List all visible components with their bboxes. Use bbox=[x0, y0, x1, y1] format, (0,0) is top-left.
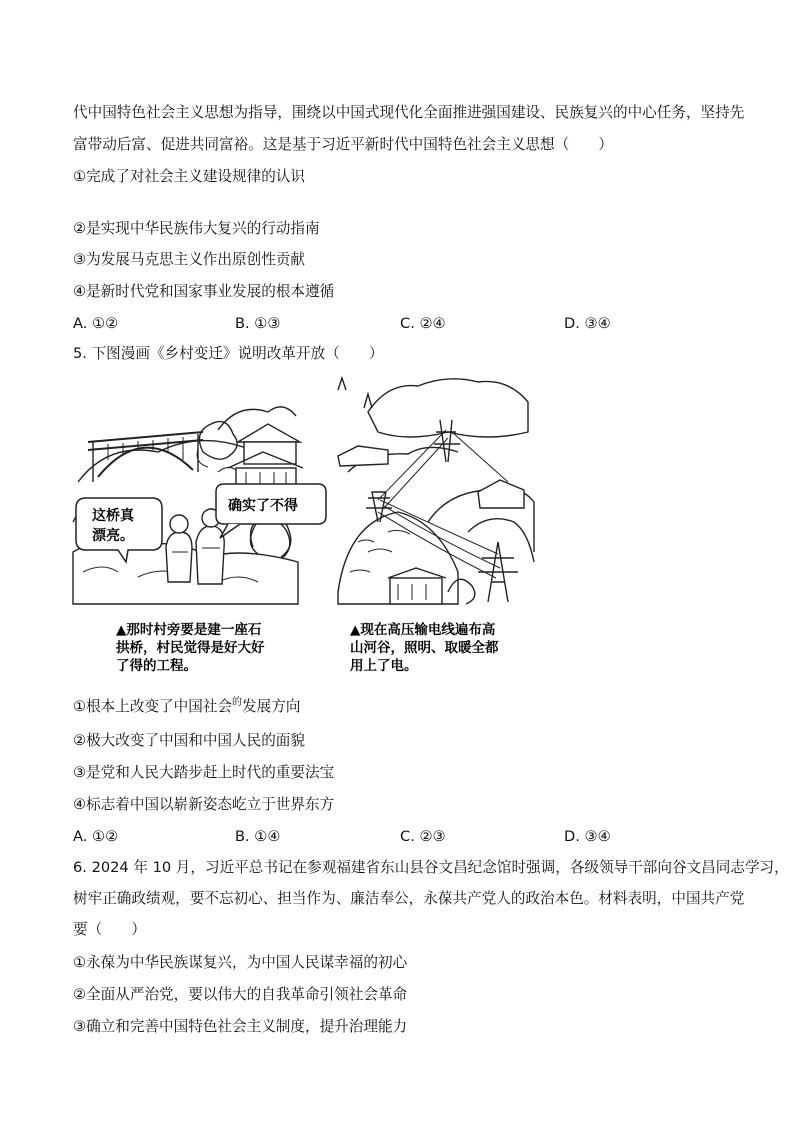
q4-item-4: ④是新时代党和国家事业发展的根本遵循 bbox=[73, 283, 335, 300]
right-caption-line-2: 山河谷，照明、取暖全都 bbox=[350, 640, 499, 656]
village-change-cartoon bbox=[68, 372, 538, 680]
q5-item-1-post: 发展方向 bbox=[242, 698, 301, 715]
q5-option-d[interactable]: D. ③④ bbox=[564, 828, 611, 845]
bubble-text-2: 确实了不得 bbox=[228, 498, 298, 514]
q5-item-4: ④标志着中国以崭新姿态屹立于世界东方 bbox=[73, 796, 335, 813]
q4-item-3: ③为发展马克思主义作出原创性贡献 bbox=[73, 251, 305, 268]
left-caption-line-2: 拱桥，村民觉得是好大好 bbox=[116, 640, 265, 656]
q6-stem-line-2: 树牢正确政绩观，要不忘初心、担当作为、廉洁奉公，永葆共产党人的政治本色。材料表明，中国共产党 bbox=[73, 890, 745, 907]
bubble-text-1b: 漂亮。 bbox=[92, 528, 134, 544]
q6-item-3: ③确立和完善中国特色社会主义制度，提升治理能力 bbox=[73, 1018, 408, 1035]
q4-option-a[interactable]: A. ①② bbox=[73, 315, 119, 332]
q4-stem-line-1: 代中国特色社会主义思想为指导，围绕以中国式现代化全面推进强国建设、民族复兴的中心任务，坚持先 bbox=[73, 104, 745, 121]
right-caption-line-3: 用上了电。 bbox=[350, 658, 418, 674]
q4-item-1: ①完成了对社会主义建设规律的认识 bbox=[73, 168, 305, 185]
q5-item-3: ③是党和人民大踏步赶上时代的重要法宝 bbox=[73, 764, 335, 781]
right-panel-drawing bbox=[338, 378, 534, 604]
left-caption-line-3: 了得的工程。 bbox=[116, 658, 197, 674]
bubble-text-1a: 这桥真 bbox=[92, 508, 134, 524]
q5-option-a[interactable]: A. ①② bbox=[73, 828, 119, 845]
q5-item-1-pre: ①根本上改变了中国社会 bbox=[73, 698, 233, 715]
q4-option-c[interactable]: C. ②④ bbox=[400, 315, 446, 332]
q6-stem-line-1: 6. 2024 年 10 月，习近平总书记在参观福建省东山县谷文昌纪念馆时强调，各级领导干部向谷文昌同志学习， bbox=[73, 859, 789, 876]
q5-item-1 bbox=[73, 697, 300, 717]
q6-item-2: ②全面从严治党，要以伟大的自我革命引领社会革命 bbox=[73, 986, 408, 1003]
right-caption-line-1: ▲现在高压输电线遍布高 bbox=[350, 622, 496, 638]
q5-item-1-small: 的 bbox=[232, 697, 243, 709]
q5-option-b[interactable]: B. ①④ bbox=[235, 828, 281, 845]
q5-item-2: ②极大改变了中国和中国人民的面貌 bbox=[73, 732, 305, 749]
q4-option-b[interactable]: B. ①③ bbox=[235, 315, 281, 332]
q4-stem-line-2: 富带动后富、促进共同富裕。这是基于习近平新时代中国特色社会主义思想（ ） bbox=[73, 136, 613, 153]
q6-item-1: ①永葆为中华民族谋复兴，为中国人民谋幸福的初心 bbox=[73, 954, 408, 971]
q5-stem: 5. 下图漫画《乡村变迁》说明改革开放（ ） bbox=[73, 345, 384, 362]
left-caption-line-1: ▲那时村旁要是建一座石 bbox=[116, 622, 262, 638]
q4-item-2: ②是实现中华民族伟大复兴的行动指南 bbox=[73, 220, 320, 237]
q6-stem-line-3: 要（ ） bbox=[73, 921, 146, 938]
q5-option-c[interactable]: C. ②③ bbox=[400, 828, 446, 845]
q4-option-d[interactable]: D. ③④ bbox=[564, 315, 611, 332]
